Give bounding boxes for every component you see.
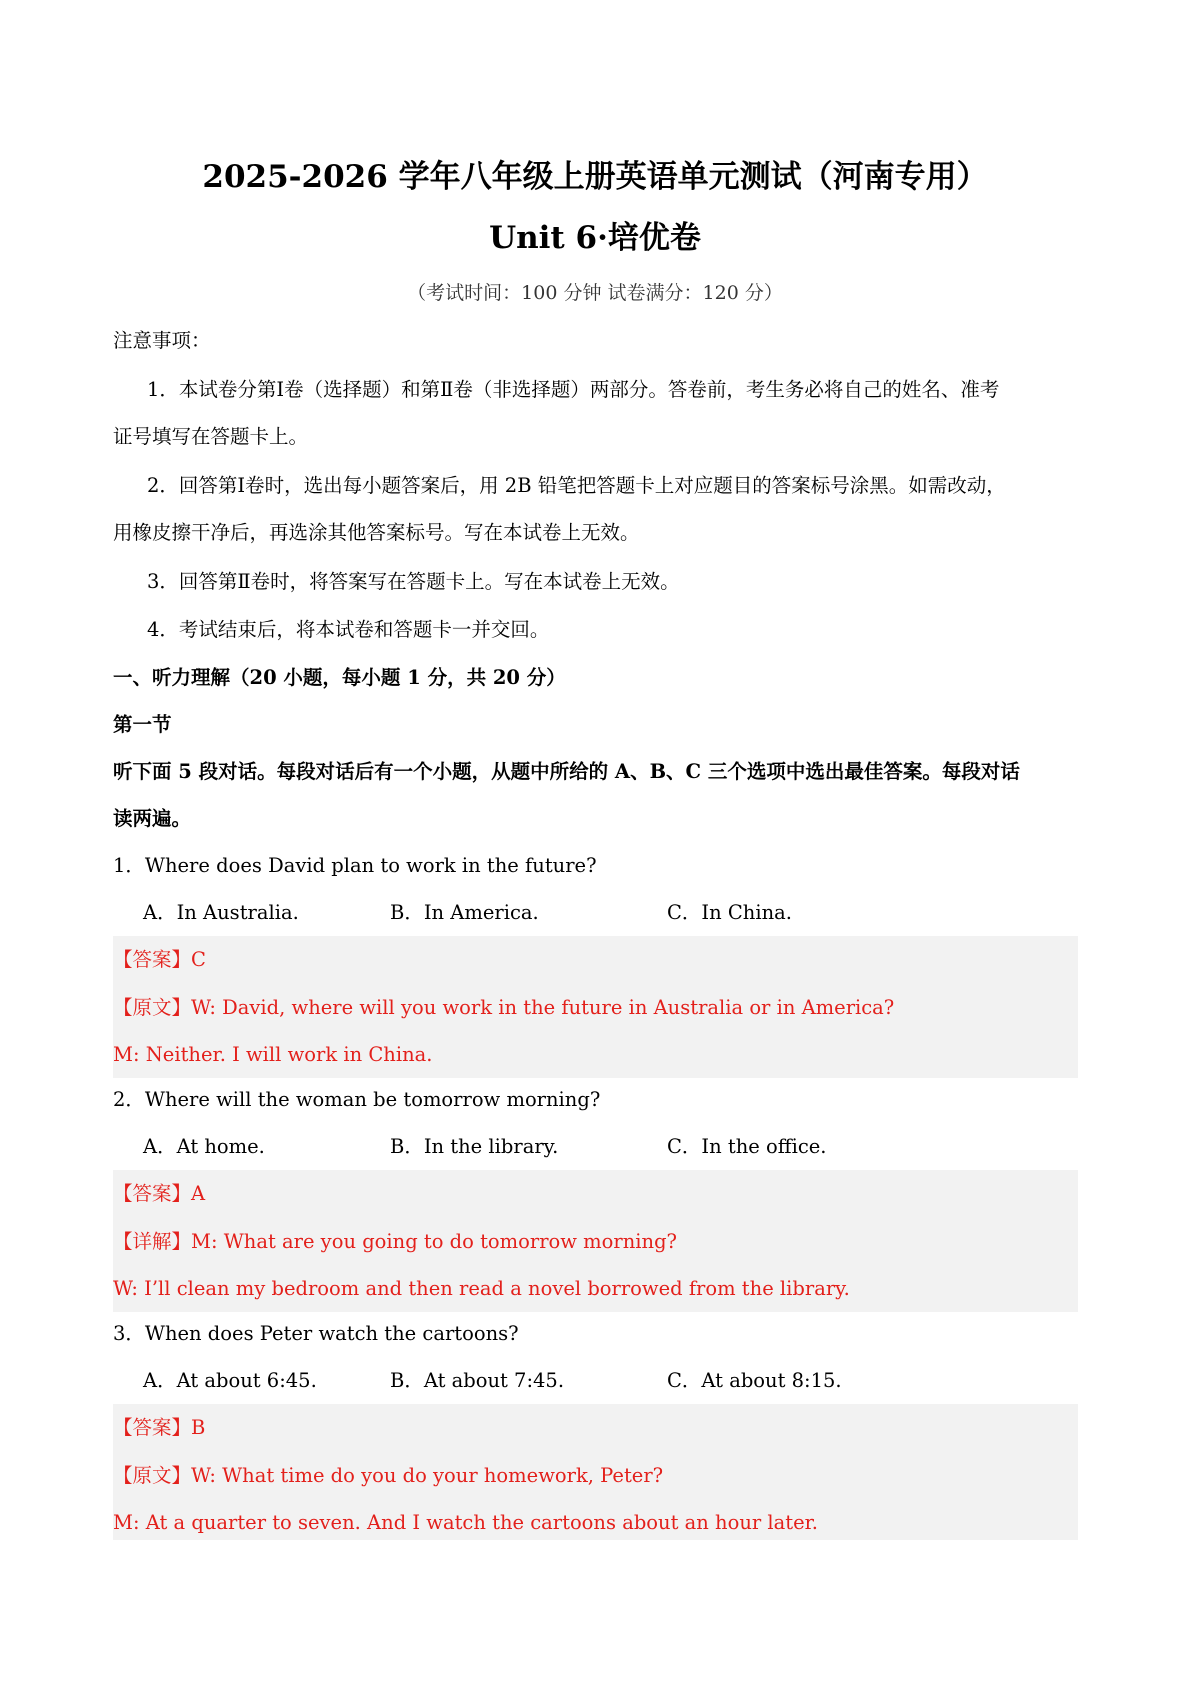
notice-item: 证号填写在答题卡上。 [113, 425, 309, 448]
answer-detail: M: At a quarter to seven. And I watch the cartoons about an hour later. [113, 1511, 819, 1534]
answer-box [113, 936, 1078, 1078]
instruction-line: 读两遍。 [113, 807, 192, 830]
notice-item: 4．考试结束后，将本试卷和答题卡一并交回。 [147, 618, 550, 641]
answer-box [113, 1170, 1078, 1312]
question-stem: 1．Where does David plan to work in the future? [113, 854, 597, 877]
answer-detail: 【详解】M: What are you going to do tomorrow morning? [113, 1230, 678, 1253]
option-a: A．At home. [143, 1135, 265, 1158]
option-a: A．In Australia. [143, 901, 299, 924]
option-b: B．At about 7:45. [390, 1369, 565, 1392]
answer-box [113, 1404, 1078, 1540]
notice-heading: 注意事项： [113, 329, 211, 352]
option-c: C．In the office. [667, 1135, 827, 1158]
question-stem: 3．When does Peter watch the cartoons? [113, 1322, 519, 1345]
exam-info: （考试时间：100 分钟 试卷满分：120 分） [407, 282, 783, 304]
notice-item: 2．回答第Ⅰ卷时，选出每小题答案后，用 2B 铅笔把答题卡上对应题目的答案标号涂黑。如需改动， [147, 474, 1006, 497]
answer-detail: W: I’ll clean my bedroom and then read a novel borrowed from the library. [113, 1277, 850, 1300]
option-c: C．In China. [667, 901, 792, 924]
answer-detail: 【原文】W: What time do you do your homework, Peter? [113, 1464, 664, 1487]
answer-detail: 【原文】W: David, where will you work in the future in Australia or in America? [113, 996, 895, 1019]
answer-detail: M: Neither. I will work in China. [113, 1043, 433, 1066]
exam-title: 2025-2026 学年八年级上册英语单元测试（河南专用） [202, 159, 988, 195]
answer-label: 【答案】B [113, 1416, 206, 1439]
option-a: A．At about 6:45. [143, 1369, 317, 1392]
notice-item: 用橡皮擦干净后，再选涂其他答案标号。写在本试卷上无效。 [113, 521, 640, 544]
answer-label: 【答案】A [113, 1182, 206, 1205]
notice-item: 1．本试卷分第Ⅰ卷（选择题）和第Ⅱ卷（非选择题）两部分。答卷前，考生务必将自己的姓名、准考 [147, 378, 1000, 401]
unit-title: Unit 6·培优卷 [489, 220, 701, 256]
option-c: C．At about 8:15. [667, 1369, 842, 1392]
answer-label: 【答案】C [113, 948, 206, 971]
part-heading: 第一节 [113, 713, 172, 736]
option-b: B．In the library. [390, 1135, 559, 1158]
instruction-line: 听下面 5 段对话。每段对话后有一个小题，从题中所给的 A、B、C 三个选项中选出最佳答案。每段对话 [113, 760, 1020, 783]
section-heading: 一、听力理解（20 小题，每小题 1 分，共 20 分） [113, 666, 566, 689]
option-b: B．In America. [390, 901, 539, 924]
question-stem: 2．Where will the woman be tomorrow morning? [113, 1088, 601, 1111]
notice-item: 3．回答第Ⅱ卷时，将答案写在答题卡上。写在本试卷上无效。 [147, 570, 680, 593]
